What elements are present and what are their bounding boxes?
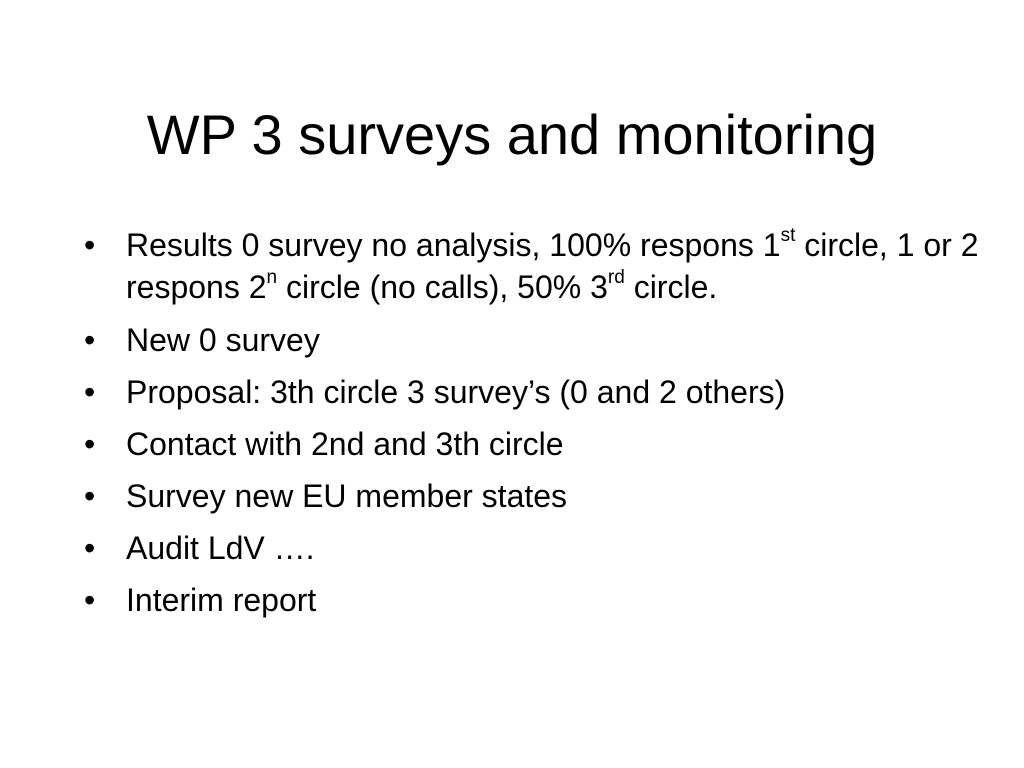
bullet-icon: • (84, 322, 96, 358)
bullet-text (126, 227, 979, 305)
bullet-item-contact (84, 422, 984, 466)
bullet-item-new-survey (84, 318, 984, 362)
bullet-text: Interim report (126, 582, 317, 618)
superscript-rd: rd (607, 267, 625, 289)
bullet-text-part: circle, 1 or 2 respons 2 (126, 227, 979, 305)
bullet-item-results (84, 224, 984, 308)
bullet-text: Audit LdV …. (126, 530, 315, 566)
bullet-icon: • (84, 426, 96, 462)
bullet-item-interim-report (84, 578, 984, 622)
bullet-text: Proposal: 3th circle 3 survey’s (0 and 2 others) (126, 374, 786, 410)
bullet-icon: • (84, 478, 96, 514)
bullet-text-part: circle. (624, 269, 718, 305)
bullet-text: Contact with 2nd and 3th circle (126, 426, 564, 462)
slide-title: WP 3 surveys and monitoring (146, 103, 878, 166)
bullet-icon: • (84, 582, 96, 618)
bullet-item-survey-eu (84, 474, 984, 518)
bullet-item-audit (84, 526, 984, 570)
bullet-list (84, 224, 984, 630)
bullet-icon: • (84, 227, 96, 263)
bullet-text: Survey new EU member states (126, 478, 568, 514)
superscript-n: n (266, 267, 278, 289)
bullet-text: New 0 survey (126, 322, 320, 358)
bullet-text-part: Results 0 survey no analysis, 100% respons 1 (126, 227, 781, 263)
bullet-text-part: circle (no calls), 50% 3 (277, 269, 608, 305)
superscript-st: st (780, 225, 796, 247)
bullet-icon: • (84, 530, 96, 566)
bullet-item-proposal (84, 370, 984, 414)
bullet-icon: • (84, 374, 96, 410)
